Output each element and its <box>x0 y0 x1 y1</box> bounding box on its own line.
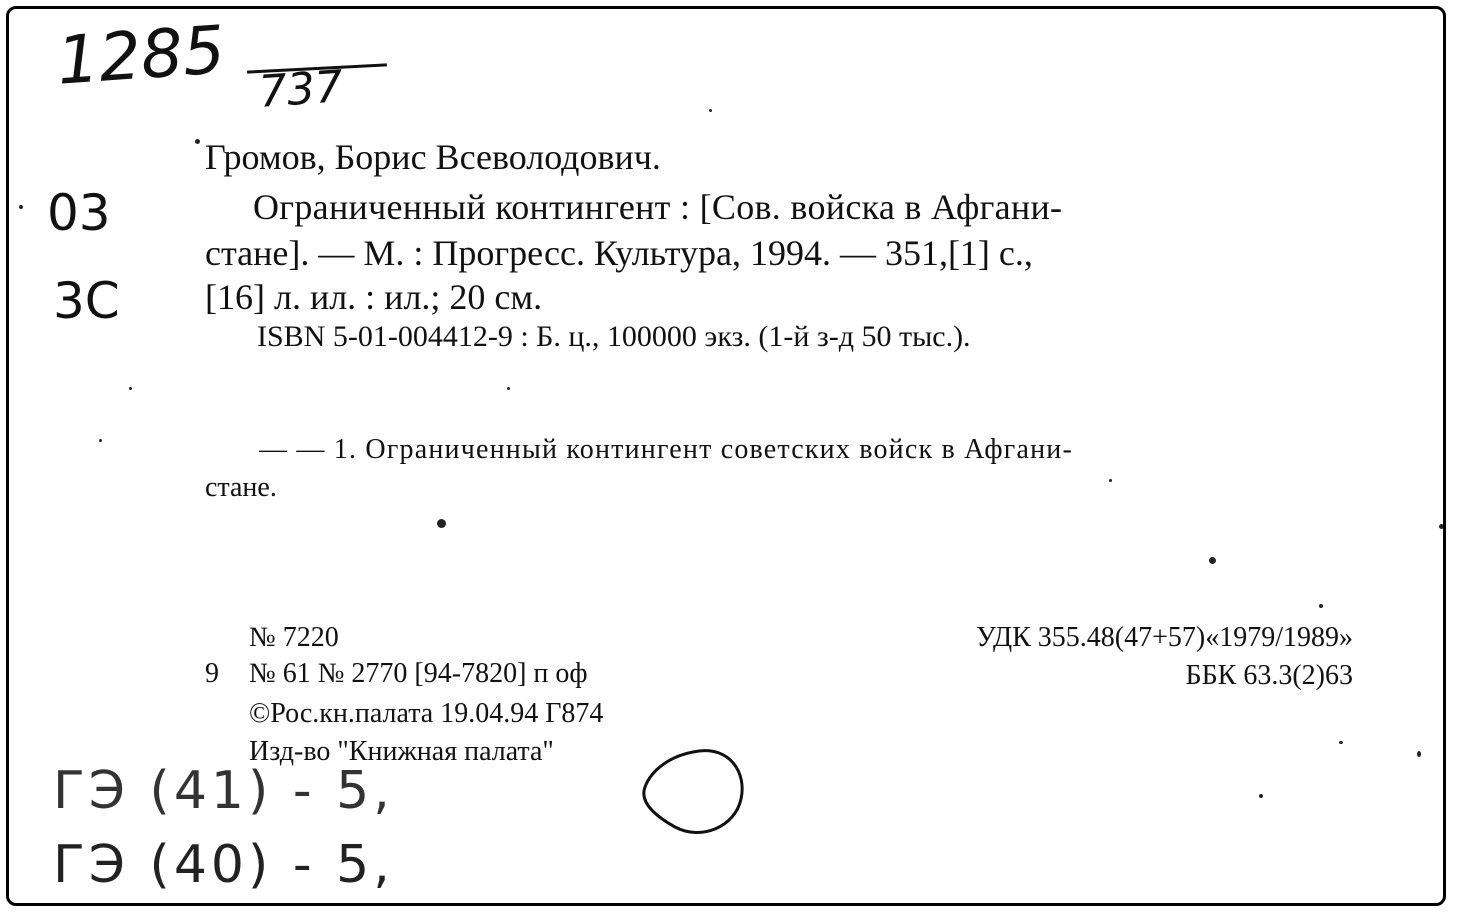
scan-speck <box>195 139 200 144</box>
scan-speck <box>1339 741 1343 744</box>
handwritten-code-3c: 3С <box>53 272 120 330</box>
subject-line-2: стане. <box>205 472 277 503</box>
card-number: № 7220 <box>249 622 339 653</box>
scan-speck <box>99 439 102 442</box>
handwritten-code-03: 03 <box>47 184 111 242</box>
handwritten-sub-number: 737 <box>257 61 345 118</box>
scan-speck <box>1209 557 1216 564</box>
handdrawn-circle-mark <box>629 737 759 847</box>
scan-speck <box>437 519 446 528</box>
scan-speck <box>1109 479 1112 482</box>
footer-prefix: 9 <box>205 658 219 689</box>
scan-speck <box>1319 604 1323 608</box>
handwritten-bottom-line-2: ГЭ (40) - 5, <box>53 835 394 895</box>
print-numbers: № 61 № 2770 [94-7820] п оф <box>249 658 588 689</box>
title-line-2: стане]. — М. : Прогресс. Культура, 1994. — 351,[1] с., <box>205 233 1033 273</box>
handwritten-bottom-line-1: ГЭ (41) - 5, <box>53 761 394 821</box>
udk-code: УДК 355.48(47+57)«1979/1989» <box>976 622 1353 653</box>
scan-speck <box>1259 794 1263 798</box>
scan-speck <box>19 205 23 209</box>
scan-speck <box>507 387 510 390</box>
subject-line-1: — — 1. Ограниченный контингент советских войск в Афгани- <box>259 434 1073 465</box>
scan-speck <box>129 387 132 390</box>
isbn-line: ISBN 5-01-004412-9 : Б. ц., 100000 экз. (1-й з-д 50 тыс.). <box>257 320 971 353</box>
catalog-card <box>6 6 1446 906</box>
title-line-1: Ограниченный контингент : [Сов. войска в Афгани- <box>253 187 1063 227</box>
scan-speck <box>1417 751 1421 757</box>
scan-speck <box>709 109 712 112</box>
bbk-code: ББК 63.3(2)63 <box>1185 660 1353 691</box>
author-heading: Громов, Борис Всеволодович. <box>205 137 661 177</box>
title-line-3: [16] л. ил. : ил.; 20 см. <box>205 277 543 317</box>
handwritten-call-number: 1285 <box>54 11 228 100</box>
copyright-line: ©Рос.кн.палата 19.04.94 Г874 <box>249 698 604 729</box>
publisher-line: Изд-во "Книжная палата" <box>249 736 554 767</box>
scan-speck <box>1439 524 1444 529</box>
